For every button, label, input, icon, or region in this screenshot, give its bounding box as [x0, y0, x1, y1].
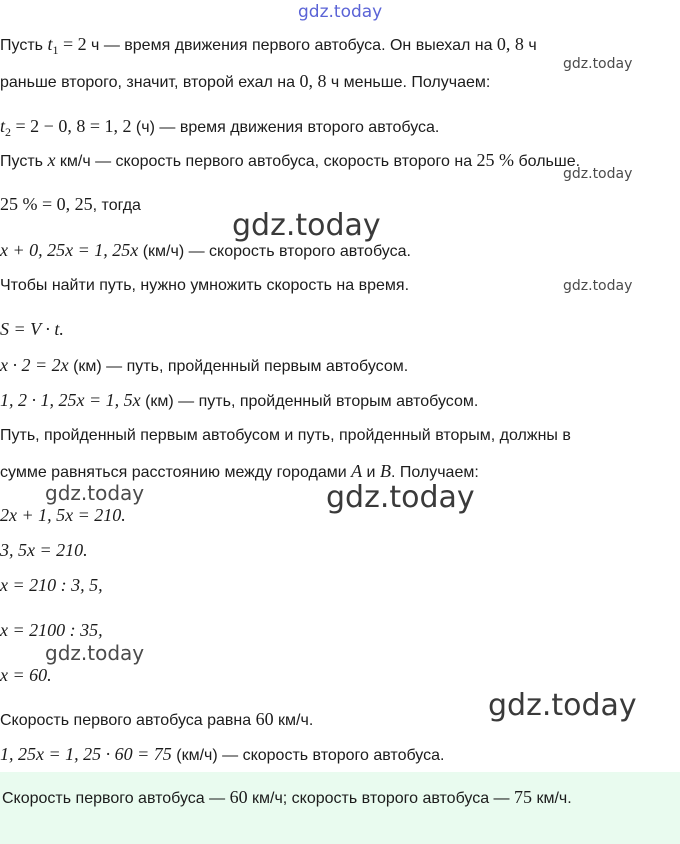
solution-line-19: 1, 25x = 1, 25 · 60 = 75 (км/ч) — скорость второго автобуса.	[0, 744, 445, 764]
solution-line-1: Пусть $t_1 = 2$ ч — время движения первого автобуса. Он выехал на 0, 8 ч	[0, 34, 537, 58]
solution-line-4: Пусть x км/ч — скорость первого автобуса, скорость второго на 25 % больше.	[0, 150, 581, 170]
equation-line-4: x = 2100 : 35,	[0, 620, 103, 640]
solution-line-7: Чтобы найти путь, нужно умножить скорость на время.	[0, 277, 410, 294]
solution-line-9: x · 2 = 2x (км) — путь, пройденный первым автобусом.	[0, 355, 409, 375]
solution-line-11: Путь, пройденный первым автобусом и путь, пройденный вторым, должны в	[0, 427, 571, 444]
answer-box	[0, 772, 680, 844]
solution-line-18: Скорость первого автобуса равна 60 км/ч.	[0, 709, 314, 729]
watermark-small: gdz.today	[563, 278, 633, 294]
watermark-top: gdz.today	[298, 2, 383, 22]
equation-line-1: 2x + 1, 5x = 210.	[0, 505, 126, 525]
watermark-small: gdz.today	[563, 56, 633, 72]
equation-line-5: x = 60.	[0, 665, 52, 685]
watermark-large: gdz.today	[326, 480, 475, 515]
watermark-medium: gdz.today	[45, 641, 145, 665]
solution-line-3: $t_2 = 2 - 0$, 8 = 1, 2 (ч) — время движения второго автобуса.	[0, 116, 440, 140]
watermark-medium: gdz.today	[45, 481, 145, 505]
watermark-small: gdz.today	[563, 166, 633, 182]
equation-line-2: 3, 5x = 210.	[0, 540, 88, 560]
equation-line-3: x = 210 : 3, 5,	[0, 575, 103, 595]
watermark-large: gdz.today	[488, 688, 637, 723]
solution-line-10: 1, 2 · 1, 25x = 1, 5x (км) — путь, пройденный вторым автобусом.	[0, 390, 479, 410]
solution-line-5: 25 % = 0, 25, тогда	[0, 194, 141, 214]
solution-line-8: S = V · t.	[0, 319, 64, 339]
solution-line-12: сумме равняться расстоянию между городами A и B. Получаем:	[0, 461, 479, 481]
answer-text: Скорость первого автобуса — 60 км/ч; скорость второго автобуса — 75 км/ч.	[2, 787, 572, 807]
solution-line-6: x + 0, 25x = 1, 25x (км/ч) — скорость второго автобуса.	[0, 240, 411, 260]
watermark-large: gdz.today	[232, 208, 381, 243]
solution-line-2: раньше второго, значит, второй ехал на 0, 8 ч меньше. Получаем:	[0, 71, 491, 91]
